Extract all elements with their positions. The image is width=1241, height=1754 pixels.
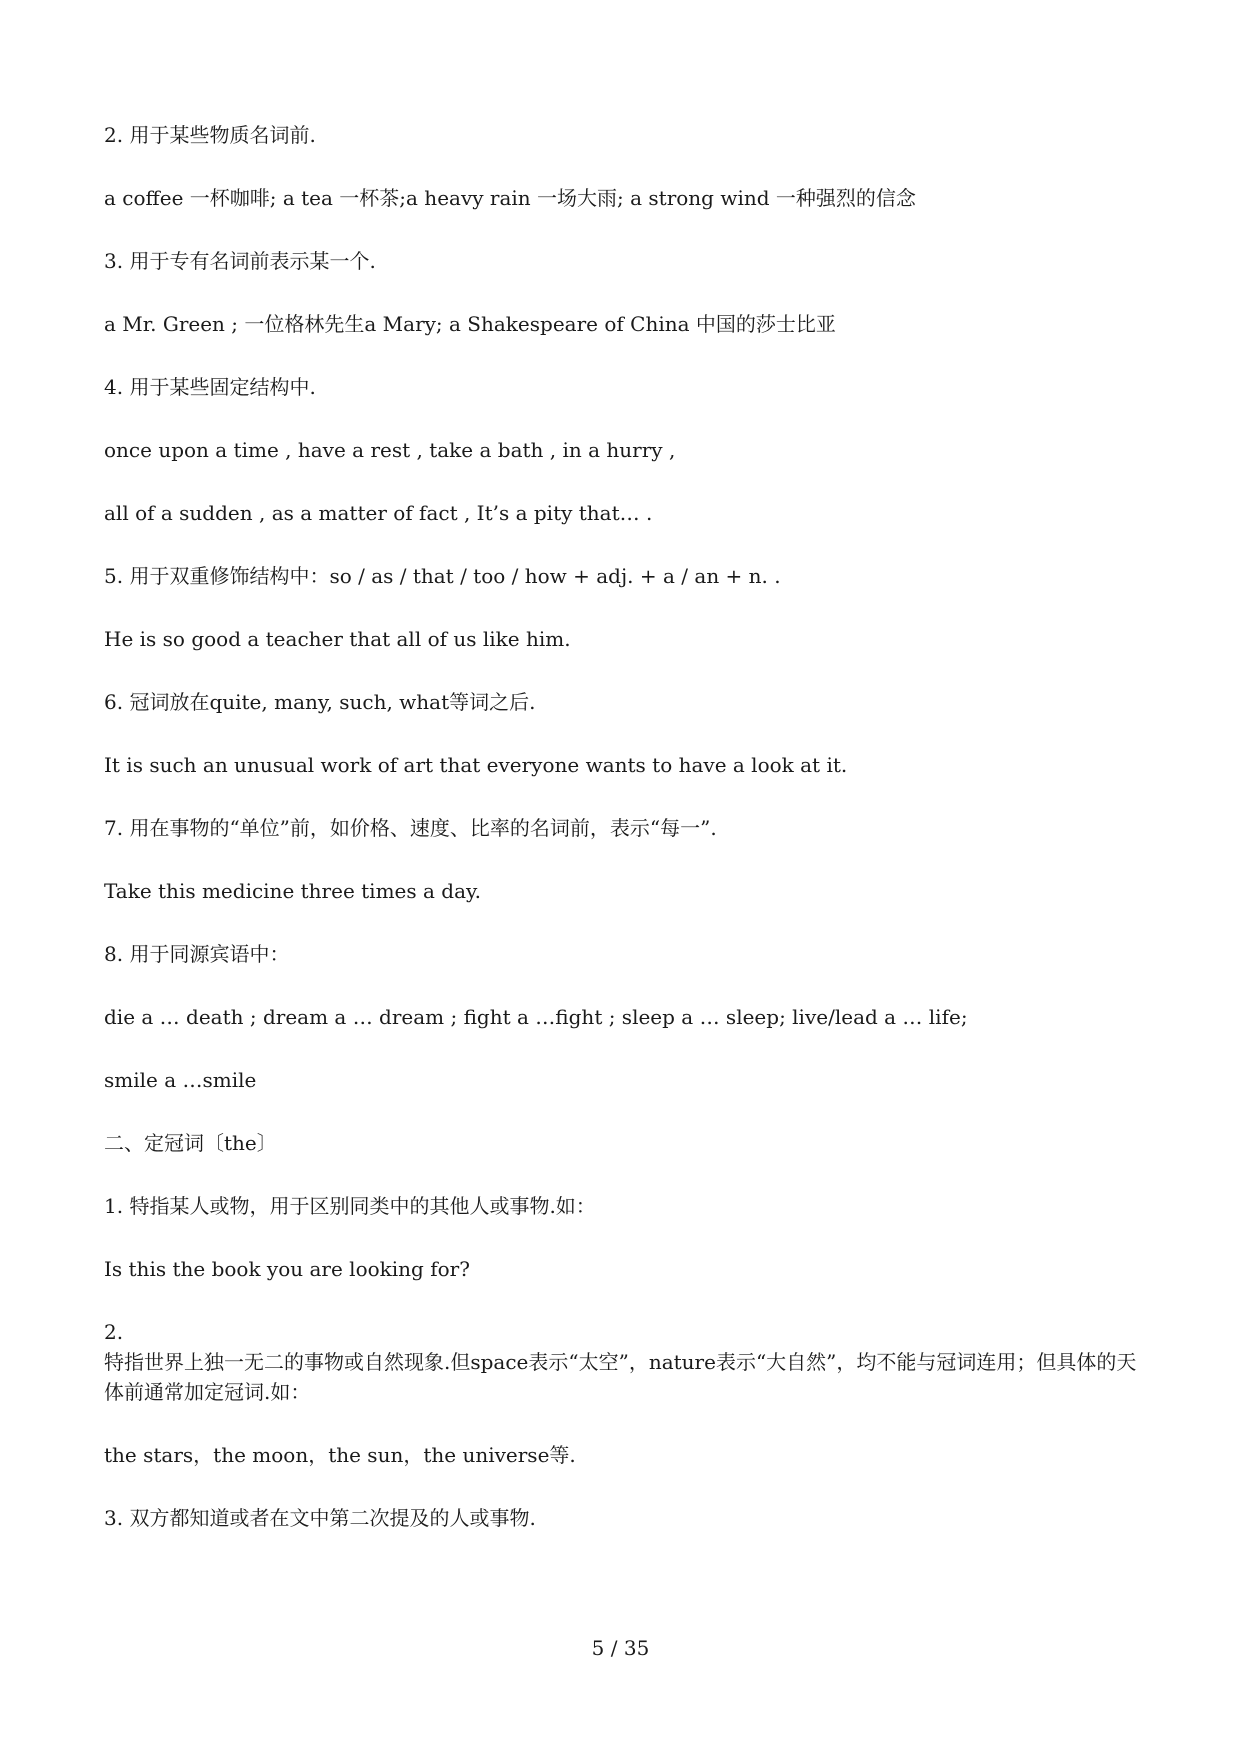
text-line: the stars，the moon，the sun，the universe等. (104, 1443, 576, 1467)
text-line: 3. 用于专有名词前表示某一个. (104, 249, 376, 273)
section-heading: 二、定冠词〔the〕 (104, 1131, 277, 1155)
text-line: It is such an unusual work of art that everyone wants to have a look at it. (104, 753, 848, 777)
text-line: 2. (104, 1320, 124, 1344)
text-line: 2. 用于某些物质名词前. (104, 123, 316, 147)
text-line: a Mr. Green ; 一位格林先生a Mary; a Shakespeare of China 中国的莎士比亚 (104, 312, 836, 336)
text-line: 1. 特指某人或物，用于区别同类中的其他人或事物.如： (104, 1194, 596, 1218)
text-line: a coffee 一杯咖啡; a tea 一杯茶;a heavy rain 一场大雨; a strong wind 一种强烈的信念 (104, 186, 916, 210)
text-line: die a … death ; dream a … dream ; fight a …fight ; sleep a … sleep; live/lead a … life; (104, 1005, 968, 1029)
text-line: 3. 双方都知道或者在文中第二次提及的人或事物. (104, 1506, 536, 1530)
text-line: 4. 用于某些固定结构中. (104, 375, 316, 399)
text-line: once upon a time , have a rest , take a bath , in a hurry , (104, 438, 676, 462)
text-line: 7. 用在事物的“单位”前，如价格、速度、比率的名词前，表示“每一”. (104, 816, 717, 840)
text-line: 8. 用于同源宾语中： (104, 942, 290, 966)
document-body (104, 120, 1144, 1566)
text-line: He is so good a teacher that all of us like him. (104, 627, 571, 651)
text-line: Is this the book you are looking for? (104, 1257, 470, 1281)
page-number: 5 / 35 (591, 1636, 650, 1660)
text-line: all of a sudden , as a matter of fact , It’s a pity that… . (104, 501, 653, 525)
text-line: Take this medicine three times a day. (104, 879, 482, 903)
text-paragraph: 特指世界上独一无二的事物或自然现象.但space表示“太空”，nature表示“大自然”，均不能与冠词连用；但具体的天体前通常加定冠词.如： (104, 1350, 1137, 1404)
text-line: smile a …smile (104, 1068, 257, 1092)
text-line: 6. 冠词放在quite, many, such, what等词之后. (104, 690, 536, 714)
text-line: 5. 用于双重修饰结构中：so / as / that / too / how + adj. + a / an + n. . (104, 564, 781, 588)
